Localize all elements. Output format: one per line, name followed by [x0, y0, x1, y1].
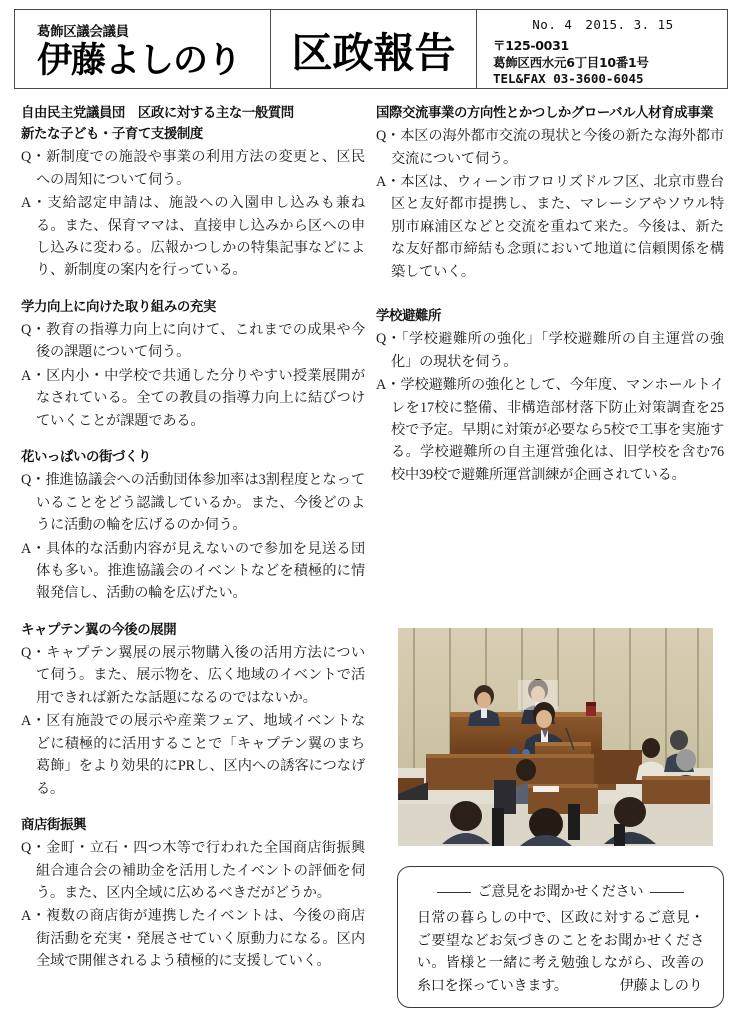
masthead	[14, 9, 728, 89]
article-section	[376, 307, 724, 486]
right-column	[376, 104, 724, 502]
section-heading: 国際交流事業の方向性とかつしかグローバル人材育成事業	[376, 106, 714, 121]
publication-title: 区政報告	[291, 28, 456, 77]
title-rule-right	[650, 892, 684, 893]
article-section	[21, 816, 365, 973]
article-section	[21, 448, 365, 605]
opinion-box-body-text: 日常の暮らしの中で、区政に対するご意見・ご要望などお気づきのことをお聞かせください。皆様と一緒に考え勉強しながら、改善の糸口を探っていきます。	[417, 911, 704, 995]
section-subheading: 新たな子ども・子育て支援制度	[21, 127, 203, 143]
answer-text: A・区有施設での展示や産業フェア、地域イベントなどに積極的に活用することで「キャプテン翼のまち葛飾」をより効果的にPRし、区内への誘客につなげる。	[21, 713, 365, 797]
question-text: Q・キャプテン翼展の展示物購入後の活用方法について伺う。また、展示物を、広く地域のイベントで活用できれば新たな話題になるのではないか。	[21, 644, 365, 706]
question-text: Q・「学校避難所の強化」「学校避難所の自主運営の強化」の現状を伺う。	[376, 331, 724, 370]
opinion-box-signature: 伊藤よしのり	[619, 979, 703, 995]
answer-text: A・複数の商店街が連携したイベントは、今後の商店街活動を充実・発展させていく原動力になる。区内全域で開催されるよう積極的に支援していく。	[21, 908, 365, 970]
section-heading: 学力向上に向けた取り組みの充実	[21, 299, 216, 315]
article-section	[21, 621, 365, 800]
question-text: Q・本区の海外都市交流の現状と今後の新たな海外都市交流について伺う。	[376, 128, 724, 167]
answer-text: A・具体的な活動内容が見えないので参加を見送る団体も多い。推進協議会のイベントなどを積極的に情報発信し、活動の輪を広げたい。	[21, 540, 365, 602]
question-text: Q・教育の指導力向上に向けて、これまでの成果や今後の課題について伺う。	[21, 321, 365, 361]
opinion-box-title	[417, 881, 704, 901]
question-text: Q・新制度での施設や事業の利用方法の変更と、区民への周知について伺う。	[21, 149, 365, 188]
answer-text: A・区内小・中学校で共通した分りやすい授業展開がなされている。全ての教員の指導力向上に結びつけていくことが課題である。	[21, 367, 365, 429]
question-text: Q・金町・立石・四つ木等で行われた全国商店街振興組合連合会の補助金を活用したイベントの評価を伺う。また、区内全域に広めるべきだがどうか。	[21, 840, 365, 902]
left-column	[21, 104, 365, 973]
masthead-role: 葛飾区議会議員	[37, 23, 129, 40]
masthead-title-block	[271, 10, 477, 88]
postal-code: 〒125-0031	[493, 38, 569, 54]
article-section	[21, 298, 365, 432]
section-heading: 花いっぱいの街づくり	[21, 450, 151, 466]
masthead-name-block	[15, 10, 271, 88]
section-heading: 学校避難所	[376, 309, 441, 325]
title-rule-left	[437, 892, 471, 893]
contact-address	[493, 38, 727, 88]
article-section	[376, 104, 724, 283]
issue-number-date: No. 4 2015. 3. 15	[532, 17, 674, 33]
section-heading: 自由民主党議員団 区政に対する主な一般質問	[21, 106, 294, 121]
question-text: Q・推進協議会への活動団体参加率は3割程度となっていることをどう認識しているか。また、今後どのように活動の輪を広げるのか伺う。	[21, 472, 365, 534]
photo-graphic	[398, 628, 713, 846]
opinion-request-box	[397, 866, 724, 1008]
council-chamber-photo	[398, 628, 713, 846]
street-address: 葛飾区西水元6丁目10番1号	[493, 54, 649, 70]
section-heading: 商店街振興	[21, 818, 86, 834]
article-section	[21, 104, 365, 282]
opinion-box-title-text: ご意見をお聞かせください	[477, 885, 644, 900]
answer-text: A・支給認定申請は、施設への入園申し込みも兼ねる。また、保育ママは、直接申し込みから区への申し込みに変わる。広報かつしかの特集記事などにより、新制度の案内を行っている。	[21, 195, 365, 279]
telephone-fax: TEL&FAX 03-3600-6045	[493, 71, 644, 87]
answer-text: A・本区は、ウィーン市フロリズドルフ区、北京市豊台区と友好都市提携し、また、マレーシアやソウル特別市麻浦区などと交流を重ねて来た。今後は、新たな友好都市締結も念頭において地道に信頼関係を構築していく。	[376, 173, 724, 280]
section-heading: キャプテン翼の今後の展開	[21, 622, 177, 638]
masthead-person-name: 伊藤よしのり	[37, 40, 242, 81]
masthead-contact-block	[477, 10, 727, 88]
answer-text: A・学校避難所の強化として、今年度、マンホールトイレを17校に整備、非構造部材落下防止対策調査を25校で予定。早期に対策が必要なら5校で工事を実施する。学校避難所の自主運営強化は、旧学校を含む76校中39校で避難所運営訓練が企画されている。	[376, 377, 724, 483]
opinion-box-body	[417, 908, 704, 999]
